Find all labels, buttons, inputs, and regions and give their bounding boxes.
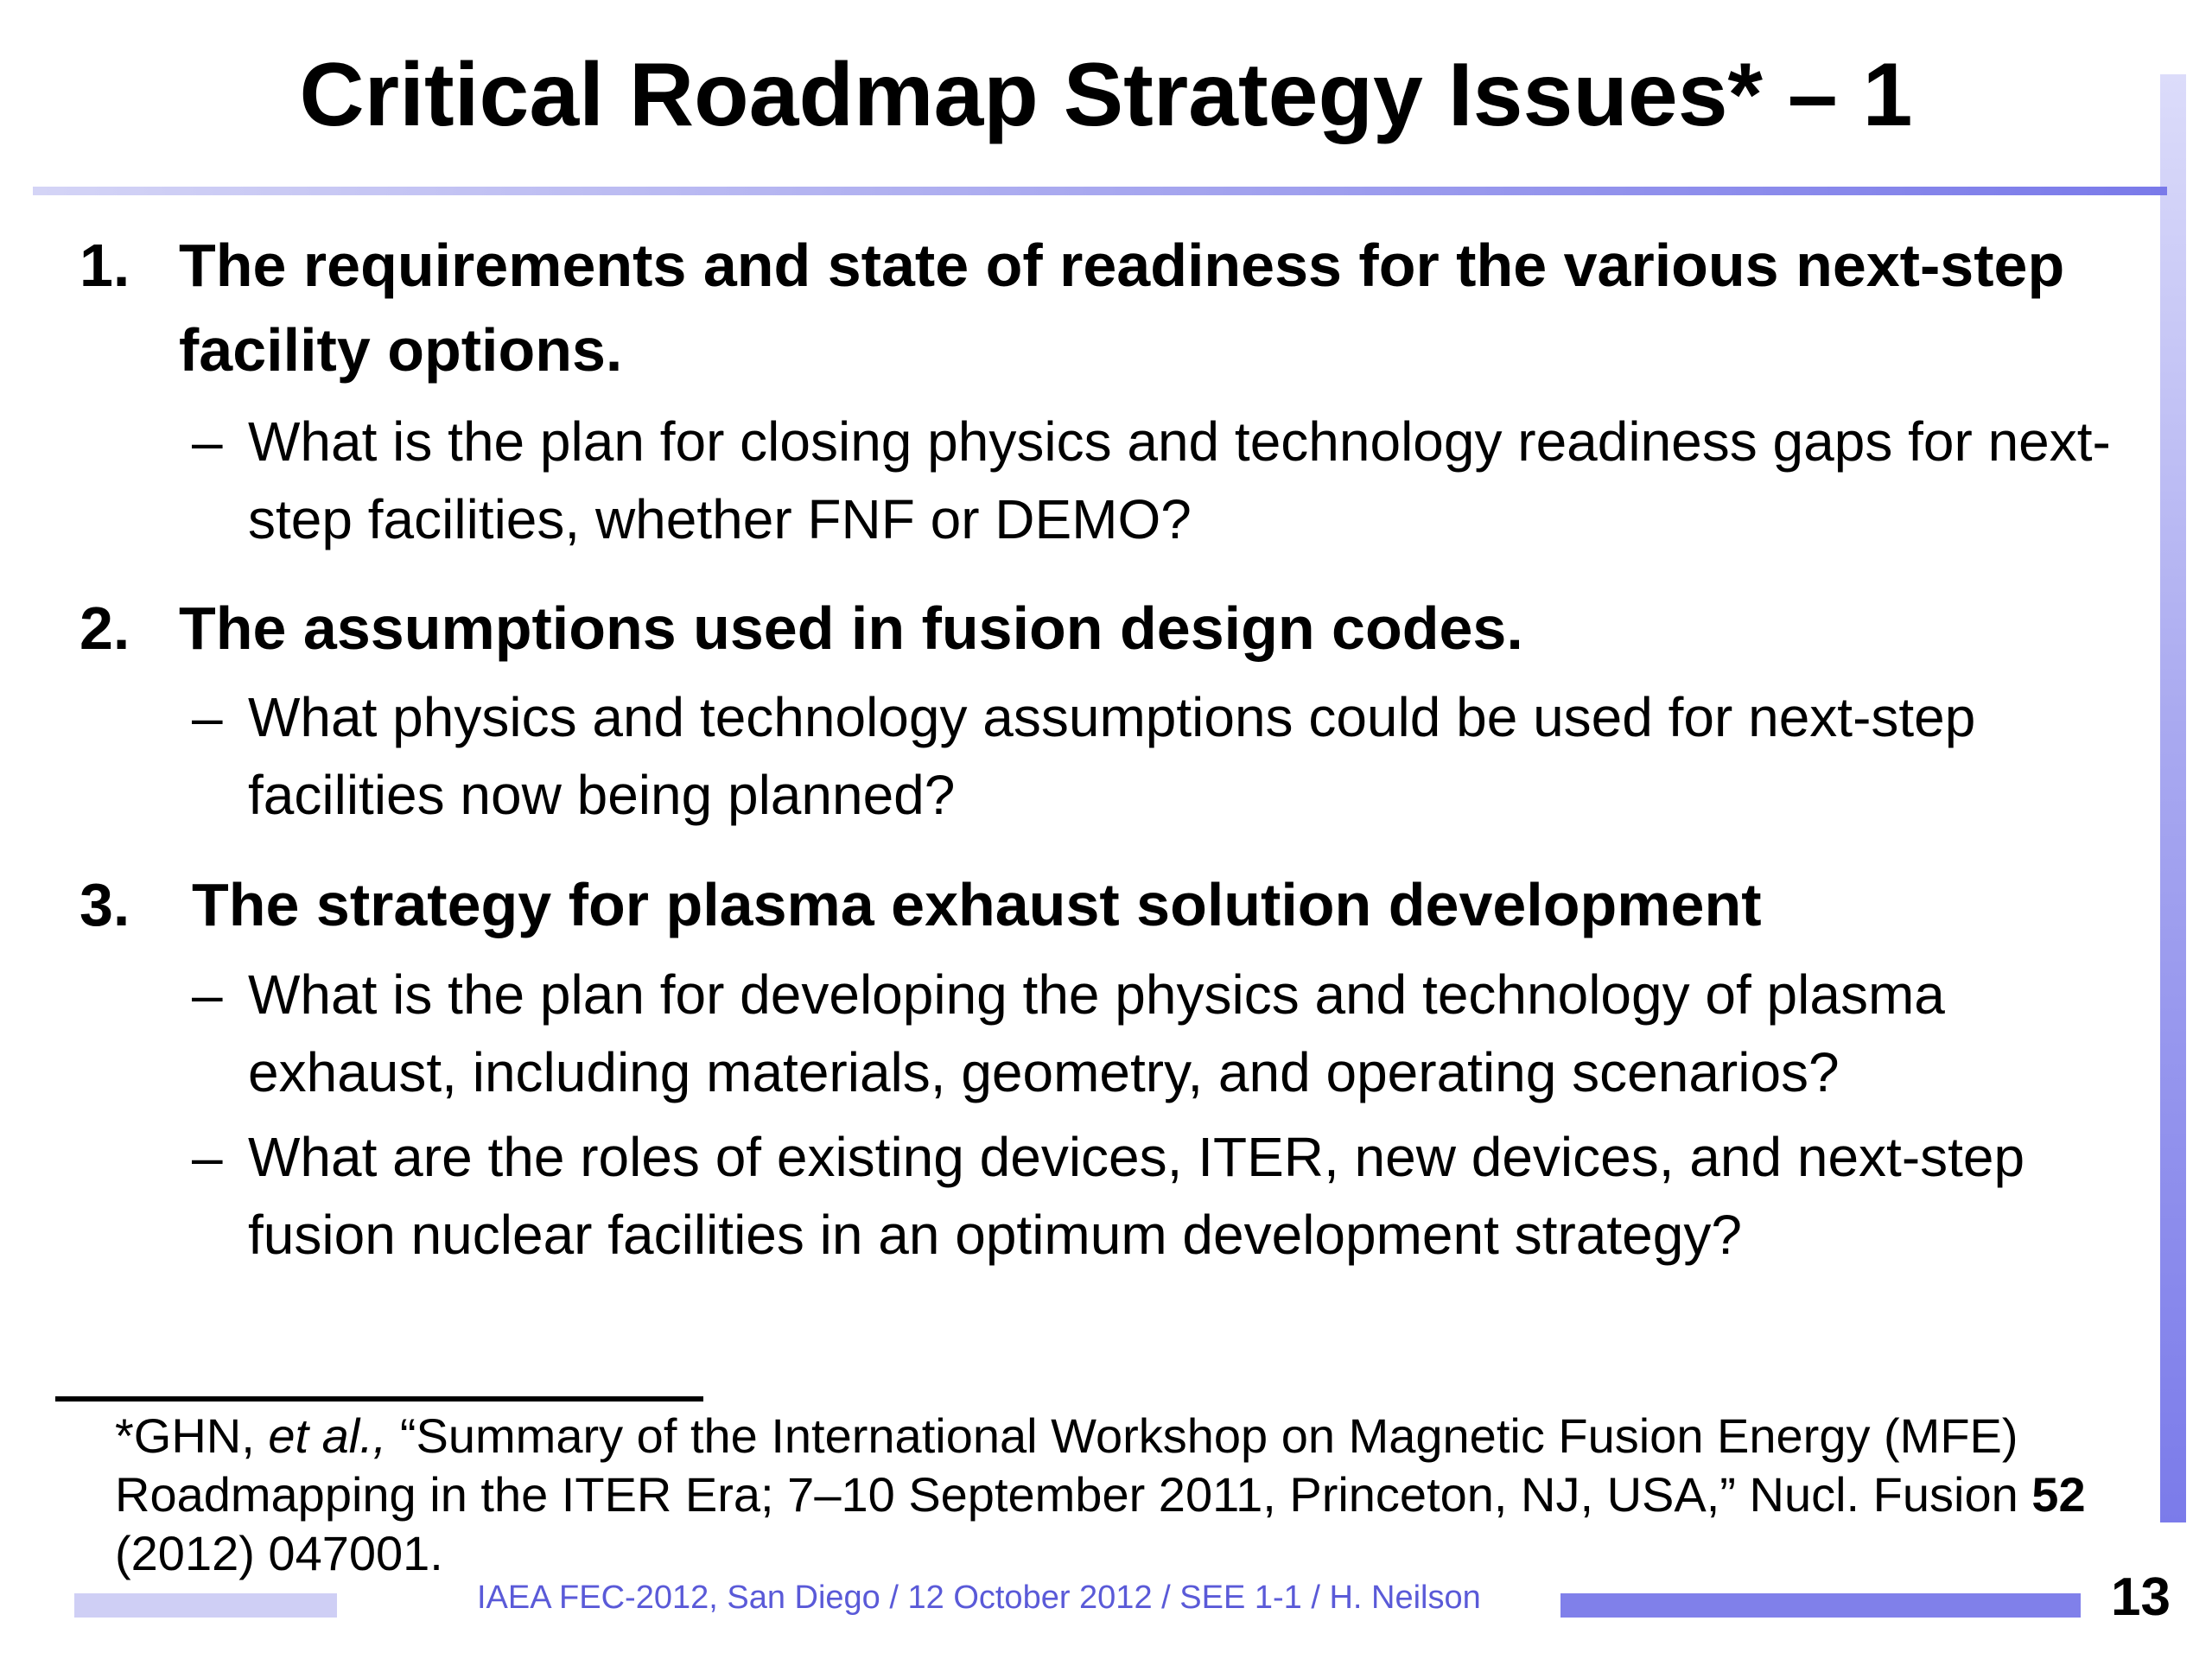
footnote	[115, 1407, 2102, 1583]
item-3-heading: The strategy for plasma exhaust solution development	[192, 871, 1762, 938]
item-3-sub-1-dash: –	[192, 963, 223, 1026]
footer-bar-right	[1560, 1593, 2081, 1618]
footnote-prefix: *GHN,	[115, 1408, 269, 1463]
footnote-et-al: et al.,	[268, 1408, 387, 1463]
item-2-number: 2.	[79, 594, 130, 662]
footnote-separator	[55, 1396, 703, 1402]
footer-bar-left	[74, 1593, 337, 1618]
footnote-volume: 52	[2031, 1467, 2086, 1522]
footnote-suffix: (2012) 047001.	[115, 1526, 443, 1580]
item-1-sub-1-text: What is the plan for closing physics and technology readiness gaps for next-step facilities, whether FNF or DEMO?	[248, 410, 2111, 550]
item-2-sub-1-dash: –	[192, 686, 223, 748]
item-2-sub-1-text: What physics and technology assumptions could be used for next-step facilities now being planned?	[248, 686, 1976, 826]
footnote-citation: “Summary of the International Workshop on Magnetic Fusion Energy (MFE) Roadmapping in the ITER Era; 7–10 September 2011, Princeton, NJ, USA,” Nucl. Fusion	[115, 1408, 2032, 1522]
item-3-number: 3.	[79, 871, 130, 938]
item-3-sub-1-text: What is the plan for developing the physics and technology of plasma exhaust, including materials, geometry, and operating scenarios?	[248, 963, 1945, 1103]
item-3-sub-2-dash: –	[192, 1126, 223, 1188]
item-3-sub-2-text: What are the roles of existing devices, ITER, new devices, and next-step fusion nuclear facilities in an optimum development strategy?	[248, 1126, 2025, 1266]
item-1-heading: The requirements and state of readiness for the various next-step facility options.	[179, 232, 2065, 384]
item-1-number: 1.	[79, 232, 130, 299]
item-1-sub-1-dash: –	[192, 410, 223, 473]
page-number: 13	[2111, 1567, 2171, 1627]
footer-citation: IAEA FEC-2012, San Diego / 12 October 2012 / SEE 1-1 / H. Neilson	[477, 1580, 1481, 1616]
item-2-heading: The assumptions used in fusion design codes.	[179, 594, 1523, 662]
slide-title: Critical Roadmap Strategy Issues* – 1	[299, 45, 1913, 145]
